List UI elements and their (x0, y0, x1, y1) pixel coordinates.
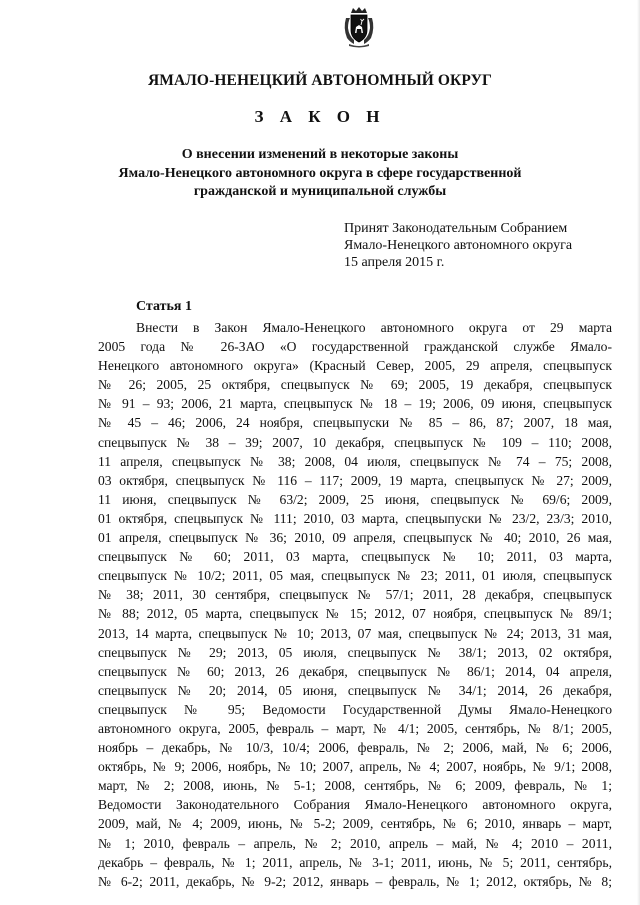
body-line: декабрь – февраль, № 1; 2011, апрель, № 3-1; 2011, июнь, № 5; 2011, сентябрь, (98, 854, 612, 870)
body-line: автономного округа, 2005, февраль – март, № 4/1; 2005, сентябрь, № 8/1; 2005, (98, 720, 612, 736)
body-line: ноябрь – декабрь, № 10/3, 10/4; 2006, февраль, № 2; 2006, май, № 6; 2006, (98, 740, 612, 756)
article-heading: Статья 1 (136, 299, 192, 314)
body-line: 01 октября, спецвыпуск № 111; 2010, 03 марта, спецвыпуски № 23/2, 23/3; 2010, (98, 510, 612, 526)
body-line: спецвыпуск № 38 – 39; 2007, 10 декабря, спецвыпуск № 109 – 110; 2008, (98, 434, 612, 450)
adoption-line: Ямало-Ненецкого автономного округа (344, 238, 573, 253)
body-line: октябрь, № 9; 2006, ноябрь, № 10; 2007, апрель, № 4; 2007, ноябрь, № 9/1; 2008, (98, 759, 612, 775)
article-body (98, 318, 612, 891)
body-line: 01 апреля, спецвыпуск № 36; 2010, 09 апреля, спецвыпуск № 40; 2010, 26 мая, (98, 530, 612, 546)
subject-line: Ямало-Ненецкого автономного округа в сфере государственной (118, 165, 522, 181)
adoption-date: 15 апреля 2015 г. (344, 255, 445, 270)
body-line: № 1; 2010, февраль – апрель, № 2; 2010, апрель – май, № 4; 2010 – 2011, (98, 835, 612, 851)
body-line: № 6-2; 2011, декабрь, № 9-2; 2012, январь – февраль, № 1; 2012, октябрь, № 8; (98, 873, 612, 889)
body-line: спецвыпуск № 95; Ведомости Государственной Думы Ямало-Ненецкого (98, 701, 612, 717)
body-line: спецвыпуск № 10/2; 2011, 05 мая, спецвыпуск № 23; 2011, 01 июля, спецвыпуск (98, 568, 612, 584)
body-line: Внести в Закон Ямало-Ненецкого автономного округа от 29 марта (136, 320, 612, 335)
coat-of-arms-icon (342, 6, 376, 48)
body-line: март, № 2; 2008, июнь, № 5-1; 2008, сентябрь, № 6; 2009, февраль, № 1; (98, 778, 612, 794)
subject-line: гражданской и муниципальной службы (193, 184, 447, 199)
body-line: № 91 – 93; 2006, 21 марта, спецвыпуск № 18 – 19; 2006, 09 июня, спецвыпуск (98, 396, 612, 412)
body-line: Ведомости Законодательного Собрания Ямало-Ненецкого автономного округа, (98, 797, 612, 813)
body-line: спецвыпуск № 60; 2011, 03 марта, спецвыпуск № 10; 2011, 03 марта, (98, 549, 612, 565)
document-title: З А К О Н (254, 107, 386, 126)
body-line: 2005 года № 26-ЗАО «О государственной гражданской службе Ямало- (98, 339, 612, 355)
region-name: ЯМАЛО-НЕНЕЦКИЙ АВТОНОМНЫЙ ОКРУГ (147, 72, 493, 89)
adoption-note (344, 220, 572, 271)
body-line: 03 октября, спецвыпуск № 116 – 117; 2009, 19 марта, спецвыпуск № 27; 2009, (98, 472, 612, 488)
body-line: спецвыпуск № 29; 2013, 05 июля, спецвыпуск № 38/1; 2013, 02 октября, (98, 644, 612, 660)
body-line: 11 июня, спецвыпуск № 63/2; 2009, 25 июня, спецвыпуск № 69/6; 2009, (98, 491, 612, 507)
body-line: 2013, 14 марта, спецвыпуск № 10; 2013, 07 мая, спецвыпуск № 24; 2013, 31 мая, (98, 625, 612, 641)
body-line: спецвыпуск № 20; 2014, 05 июня, спецвыпуск № 34/1; 2014, 26 декабря, (98, 682, 612, 698)
body-line: спецвыпуск № 60; 2013, 26 декабря, спецвыпуск № 86/1; 2014, 04 апреля, (98, 663, 612, 679)
body-line: № 88; 2012, 05 марта, спецвыпуск № 15; 2012, 07 ноября, спецвыпуск № 89/1; (98, 606, 612, 622)
body-line: Ненецкого автономного округа» (Красный Север, 2005, 29 апреля, спецвыпуск (98, 358, 612, 374)
body-line: 11 апреля, спецвыпуск № 38; 2008, 04 июля, спецвыпуск № 74 – 75; 2008, (98, 453, 612, 469)
body-line: № 26; 2005, 25 октября, спецвыпуск № 69; 2005, 19 декабря, спецвыпуск (98, 377, 612, 393)
subject-line: О внесении изменений в некоторые законы (181, 147, 459, 162)
law-subject (0, 146, 640, 202)
body-line: № 38; 2011, 30 сентября, спецвыпуск № 57/1; 2011, 28 декабря, спецвыпуск (98, 587, 612, 603)
adoption-line: Принят Законодательным Собранием (344, 221, 568, 236)
body-line: № 45 – 46; 2006, 24 ноября, спецвыпуски № 85 – 86, 87; 2007, 18 мая, (98, 415, 612, 431)
body-line: 2009, май, № 4; 2009, июнь, № 5-2; 2009, сентябрь, № 6; 2010, январь – март, (98, 816, 612, 832)
